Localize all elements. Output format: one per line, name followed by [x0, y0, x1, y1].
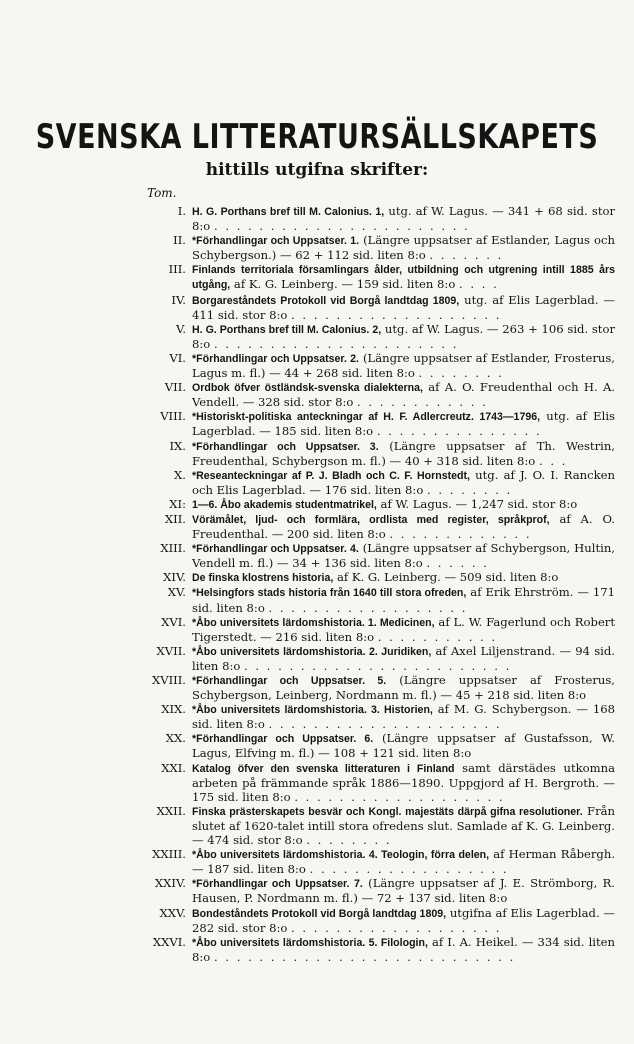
entry-text	[192, 541, 615, 570]
leader-dots: . . . . . . . . . . . . .	[389, 527, 532, 542]
leader-dots: . . . . . . . . . . . . . . . . . . . . . . . . . . .	[213, 949, 516, 964]
entry-text	[192, 804, 615, 847]
entry-text	[192, 847, 615, 876]
entry-details: Från slutet af 1620-talet intill stora ofredens slut. Samlade af K. G. Leinberg. — 474 sid. stor 8:o	[192, 803, 615, 848]
entry-heading: Ordbok öfver östländsk-svenska dialekterna,	[192, 382, 423, 395]
volume-number: XX.	[165, 731, 186, 746]
volume-number: XV.	[167, 585, 186, 600]
entry-text	[192, 702, 615, 731]
entry-text	[192, 731, 615, 760]
entry-text	[192, 615, 615, 644]
list-item	[135, 935, 615, 964]
volume-number: XIV.	[163, 570, 186, 585]
entry-details: af I. A. Heikel. — 334 sid. liten 8:o	[192, 934, 616, 964]
list-item	[135, 204, 615, 233]
entry-heading: *Förhandlingar och Uppsatser. 6.	[192, 733, 374, 746]
leader-dots: . . . .	[459, 277, 499, 292]
volume-number: XXIII.	[152, 847, 186, 862]
leader-dots: . . . . . . . . . . . . . . . . . . .	[294, 789, 505, 804]
entry-details: utgifna af Elis Lagerblad. — 282 sid. stor 8:o	[192, 905, 615, 935]
entry-text	[192, 761, 615, 804]
list-item	[135, 644, 615, 673]
leader-dots: . . . . . . . . . . . . . . . . . . .	[291, 307, 502, 322]
entry-heading: *Helsingfors stads historia från 1640 till stora ofreden,	[192, 587, 467, 600]
entry-details: af A. O. Freudenthal och H. A. Vendell. — 328 sid. stor 8:o	[192, 380, 615, 410]
entry-text	[192, 906, 615, 935]
entry-details: (Längre uppsatser af J. E. Strömborg, R. Hausen, P. Nordmann m. fl.) — 72 + 137 sid. liten 8:o	[192, 876, 615, 906]
entry-text	[192, 262, 615, 292]
entry-details: (Längre uppsatser af Schybergson, Hultin, Vendell m. fl.) — 34 + 136 sid. liten 8:o	[192, 541, 615, 571]
list-item	[135, 512, 615, 541]
leader-dots: . . . . . . . . . . . . . . . . . . . . . . .	[213, 219, 470, 234]
entry-heading: Bondeståndets Protokoll vid Borgå landtdag 1809,	[192, 907, 447, 920]
entry-heading: *Förhandlingar och Uppsatser. 2.	[192, 352, 359, 365]
entry-heading: *Förhandlingar och Uppsatser. 4.	[192, 543, 359, 556]
volume-number: XII.	[164, 511, 186, 526]
list-item	[135, 731, 615, 760]
volume-number: XVIII.	[151, 673, 186, 687]
entry-heading: Finlands territoriala församlingars ålder, utbildning och utgrening intill 1885 års utgång,	[192, 264, 615, 292]
entry-heading: *Åbo universitets lärdomshistoria. 3. Historien,	[192, 704, 433, 717]
entry-text	[192, 468, 615, 497]
leader-dots: . . . . . . . . . . . .	[357, 395, 488, 410]
leader-dots: . . . . . .	[426, 556, 489, 571]
entry-details: utg. af W. Lagus. — 341 + 68 sid. stor 8:o	[192, 204, 615, 234]
volume-number: II.	[173, 233, 186, 248]
entry-heading: H. G. Porthans bref till M. Calonius. 1,	[192, 206, 385, 218]
entry-heading: Vörämålet, ljud- och formlära, ordlista med register, språkprof,	[192, 513, 550, 526]
leader-dots: . . . . . . . . . . . . . . . . . . . . . .	[213, 336, 459, 351]
entry-details: (Längre uppsatser af Frosterus, Schybergson, Leinberg, Nordmann m. fl.) — 45 + 218 sid. liten 8:o	[192, 673, 615, 703]
entry-details: af M. G. Schybergson. — 168 sid. liten 8:o	[192, 702, 615, 732]
list-item	[135, 847, 615, 876]
entry-heading: *Förhandlingar och Uppsatser. 5.	[192, 675, 387, 687]
entry-details: af L. W. Fagerlund och Robert Tigerstedt. — 216 sid. liten 8:o	[192, 614, 616, 644]
entry-heading: 1—6. Åbo akademis studentmatrikel,	[192, 498, 377, 511]
entry-details: (Längre uppsatser af Estlander, Frosterus, Lagus m. fl.) — 44 + 268 sid. liten 8:o	[192, 350, 615, 381]
entry-text	[192, 380, 615, 409]
list-item	[135, 439, 615, 468]
list-item	[135, 262, 615, 292]
leader-dots: . . . . . . . . . . . . . . . . . . . . .	[268, 717, 502, 732]
entry-text	[192, 351, 615, 380]
entry-heading: Borgareståndets Protokoll vid Borgå landtdag 1809,	[192, 294, 460, 307]
list-item	[135, 876, 615, 905]
entry-heading: *Reseanteckningar af P. J. Bladh och C. F. Hornstedt,	[192, 469, 470, 482]
volume-number: VIII.	[160, 409, 186, 424]
entry-text	[192, 570, 615, 585]
list-item	[135, 497, 615, 512]
entry-text	[192, 409, 615, 438]
list-item	[135, 585, 615, 614]
entry-details: (Längre uppsatser af Th. Westrin, Freudenthal, Schybergson m. fl.) — 40 + 318 sid. liten 8:o	[192, 438, 615, 468]
entry-details: af A. O. Freudenthal. — 200 sid. liten 8:o	[192, 511, 615, 542]
list-item	[135, 804, 615, 847]
entry-text	[192, 233, 615, 262]
list-item	[135, 293, 615, 322]
entry-details: utg. af W. Lagus. — 263 + 106 sid. stor 8:o	[192, 321, 615, 351]
entry-text	[192, 293, 615, 322]
volume-number: XIII.	[160, 541, 186, 556]
leader-dots: . . . . . . . . . . . . . . . . . .	[268, 600, 468, 615]
volume-number: IX.	[169, 438, 186, 453]
entry-heading: *Förhandlingar och Uppsatser. 3.	[192, 440, 379, 453]
volume-number: XIX.	[161, 702, 186, 717]
volume-number: XVII.	[156, 643, 186, 658]
entry-text	[192, 585, 615, 614]
volume-number: XVI.	[161, 614, 186, 629]
volume-number: XXI.	[161, 760, 186, 775]
volume-number: XXII.	[156, 803, 186, 818]
leader-dots: . . . . . . . .	[418, 366, 504, 381]
entry-details: (Längre uppsatser af Estlander, Lagus och Schybergson.) — 62 + 112 sid. liten 8:o	[192, 233, 615, 263]
entry-text	[192, 204, 615, 233]
volume-number: IV.	[171, 292, 186, 307]
leader-dots: . . . . . . . . . . .	[377, 629, 498, 644]
list-item	[135, 541, 615, 570]
entry-details: utg. af Elis Lagerblad. — 411 sid. stor 8:o	[192, 292, 615, 322]
list-item	[135, 673, 615, 702]
list-item	[135, 761, 615, 804]
volume-number: I.	[177, 204, 186, 218]
entry-heading: *Förhandlingar och Uppsatser. 7.	[192, 878, 363, 891]
entry-details: af K. G. Leinberg. — 509 sid. liten 8:o	[333, 570, 559, 585]
entry-heading: *Åbo universitets lärdomshistoria. 1. Medicinen,	[192, 616, 435, 629]
volume-number: V.	[175, 321, 186, 336]
entry-text	[192, 512, 615, 541]
page-subtitle: hittills utgifna skrifter:	[205, 160, 429, 180]
entry-heading: *Förhandlingar och Uppsatser. 1.	[192, 235, 360, 248]
list-item	[135, 615, 615, 644]
entry-details: af W. Lagus. — 1,247 sid. stor 8:o	[376, 496, 578, 511]
leader-dots: . . . . . . . .	[306, 833, 392, 848]
volume-number: VII.	[164, 380, 186, 395]
leader-dots: . . . . . . . . . . . . . . .	[376, 424, 542, 439]
entry-heading: *Åbo universitets lärdomshistoria. 5. Filologin,	[192, 936, 428, 949]
list-item	[135, 380, 615, 409]
leader-dots: . . . . . . . .	[427, 482, 513, 497]
entry-details: (Längre uppsatser af Gustafsson, W. Lagus, Elfving m. fl.) — 108 + 121 sid. liten 8:o	[192, 731, 615, 761]
volume-number: X.	[174, 467, 186, 482]
page-title: SVENSKA LITTERATURSÄLLSKAPETS	[35, 118, 599, 157]
entry-text	[192, 673, 615, 702]
volume-number: III.	[168, 262, 186, 277]
list-item	[135, 322, 615, 351]
leader-dots: . . . . . . . . . . . . . . . . . . .	[291, 920, 502, 935]
leader-dots: . . .	[538, 453, 568, 468]
entry-details: utg. af Elis Lagerblad. — 185 sid. liten 8:o	[192, 409, 615, 439]
entry-text	[192, 876, 615, 905]
entry-details: af Axel Liljenstrand. — 94 sid. liten 8:o	[192, 643, 615, 673]
entry-heading: De finska klostrens historia,	[192, 572, 334, 585]
list-item	[135, 570, 615, 585]
entry-details: af K. G. Leinberg. — 159 sid. liten 8:o	[230, 277, 456, 292]
entry-details: af Herman Råbergh. — 187 sid. liten 8:o	[192, 847, 615, 877]
publication-list	[135, 204, 615, 964]
entry-text	[192, 935, 615, 964]
entry-details: samt därstädes utkomna arbeten på främmande språk 1886—1890. Uppgjord af H. Bergroth. — 175 sid. liten 8:o	[192, 760, 615, 804]
list-item	[135, 468, 615, 497]
list-item	[135, 233, 615, 262]
volume-number: XXIV.	[154, 876, 186, 891]
entry-heading: *Historiskt-politiska anteckningar af H. F. Adlercreutz. 1743—1796,	[192, 411, 541, 424]
entry-heading: H. G. Porthans bref till M. Calonius. 2,	[192, 323, 382, 336]
entry-heading: Katalog öfver den svenska litteraturen i Finland	[192, 762, 455, 775]
leader-dots: . . . . . . . . . . . . . . . . . .	[309, 862, 509, 877]
tom-column-label: Tom.	[147, 186, 177, 200]
entry-text	[192, 439, 615, 468]
entry-heading: *Åbo universitets lärdomshistoria. 2. Juridiken,	[192, 645, 432, 658]
volume-number: XXV.	[159, 905, 186, 920]
entry-text	[192, 497, 615, 512]
entry-heading: Finska prästerskapets besvär och Kongl. majestäts därpå gifna resolutioner.	[192, 805, 583, 818]
list-item	[135, 409, 615, 438]
volume-number: VI.	[169, 350, 186, 365]
entry-details: af Erik Ehrström. — 171 sid. liten 8:o	[192, 585, 616, 615]
list-item	[135, 702, 615, 731]
list-item	[135, 351, 615, 380]
entry-text	[192, 322, 615, 351]
list-item	[135, 906, 615, 935]
entry-heading: *Åbo universitets lärdomshistoria. 4. Teologin, förra delen,	[192, 849, 490, 862]
entry-text	[192, 644, 615, 673]
entry-details: utg. af J. O. I. Rancken och Elis Lagerblad. — 176 sid. liten 8:o	[192, 467, 615, 497]
leader-dots: . . . . . . . . . . . . . . . . . . . . . . . .	[244, 658, 512, 673]
volume-number: XI:	[169, 496, 186, 511]
volume-number: XXVI.	[152, 934, 186, 949]
leader-dots: . . . . . . .	[429, 248, 504, 263]
